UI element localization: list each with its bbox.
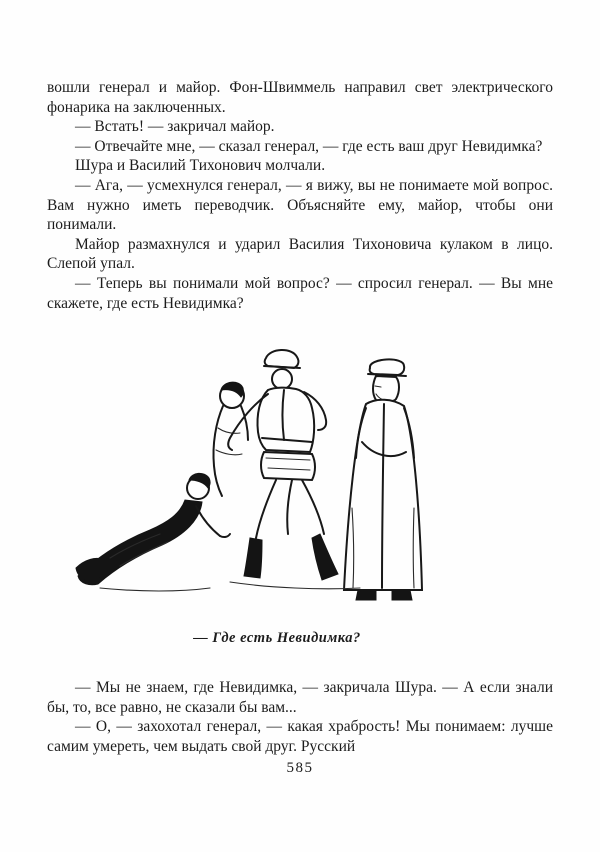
text-block-bottom bbox=[47, 678, 553, 756]
text-block-top bbox=[47, 78, 553, 313]
paragraph: — Отвечайте мне, — сказал генерал, — где есть ваш друг Невидимка? bbox=[75, 137, 543, 155]
paragraph: — Мы не знаем, где Невидимка, — закричала Шура. — А если знали бы, то, все равно, не сказали бы вам... bbox=[47, 679, 553, 716]
ground-hatching bbox=[100, 582, 360, 591]
paragraph: — Ага, — усмехнулся генерал, — я вижу, вы не понимаете мой вопрос. Вам нужно иметь переводчик. Объясняйте ему, майор, чтобы они понимали. bbox=[47, 176, 553, 234]
page-number: 585 bbox=[286, 760, 314, 776]
boy-figure bbox=[213, 382, 248, 496]
paragraph: — Встать! — закричал майор. bbox=[75, 118, 275, 136]
fallen-man-figure bbox=[76, 473, 230, 584]
general-figure bbox=[344, 359, 422, 600]
paragraph: Шура и Василий Тихонович молчали. bbox=[75, 157, 326, 175]
illustration-caption: — Где есть Невидимка? bbox=[193, 630, 361, 646]
paragraph: — Теперь вы понимали мой вопрос? — спросил генерал. — Вы мне скажете, где есть Невидимка? bbox=[47, 274, 553, 312]
paragraph: вошли генерал и майор. Фон-Швиммель направил свет электрического фонарика на заключенных. bbox=[47, 79, 553, 116]
major-figure bbox=[228, 350, 338, 580]
book-illustration bbox=[70, 338, 470, 623]
paragraph: — О, — захохотал генерал, — какая храбрость! Мы понимаем: лучше самим умереть, чем выдать свой друг. Русский bbox=[47, 718, 553, 755]
paragraph: Майор размахнулся и ударил Василия Тихоновича кулаком в лицо. Слепой упал. bbox=[47, 235, 553, 273]
